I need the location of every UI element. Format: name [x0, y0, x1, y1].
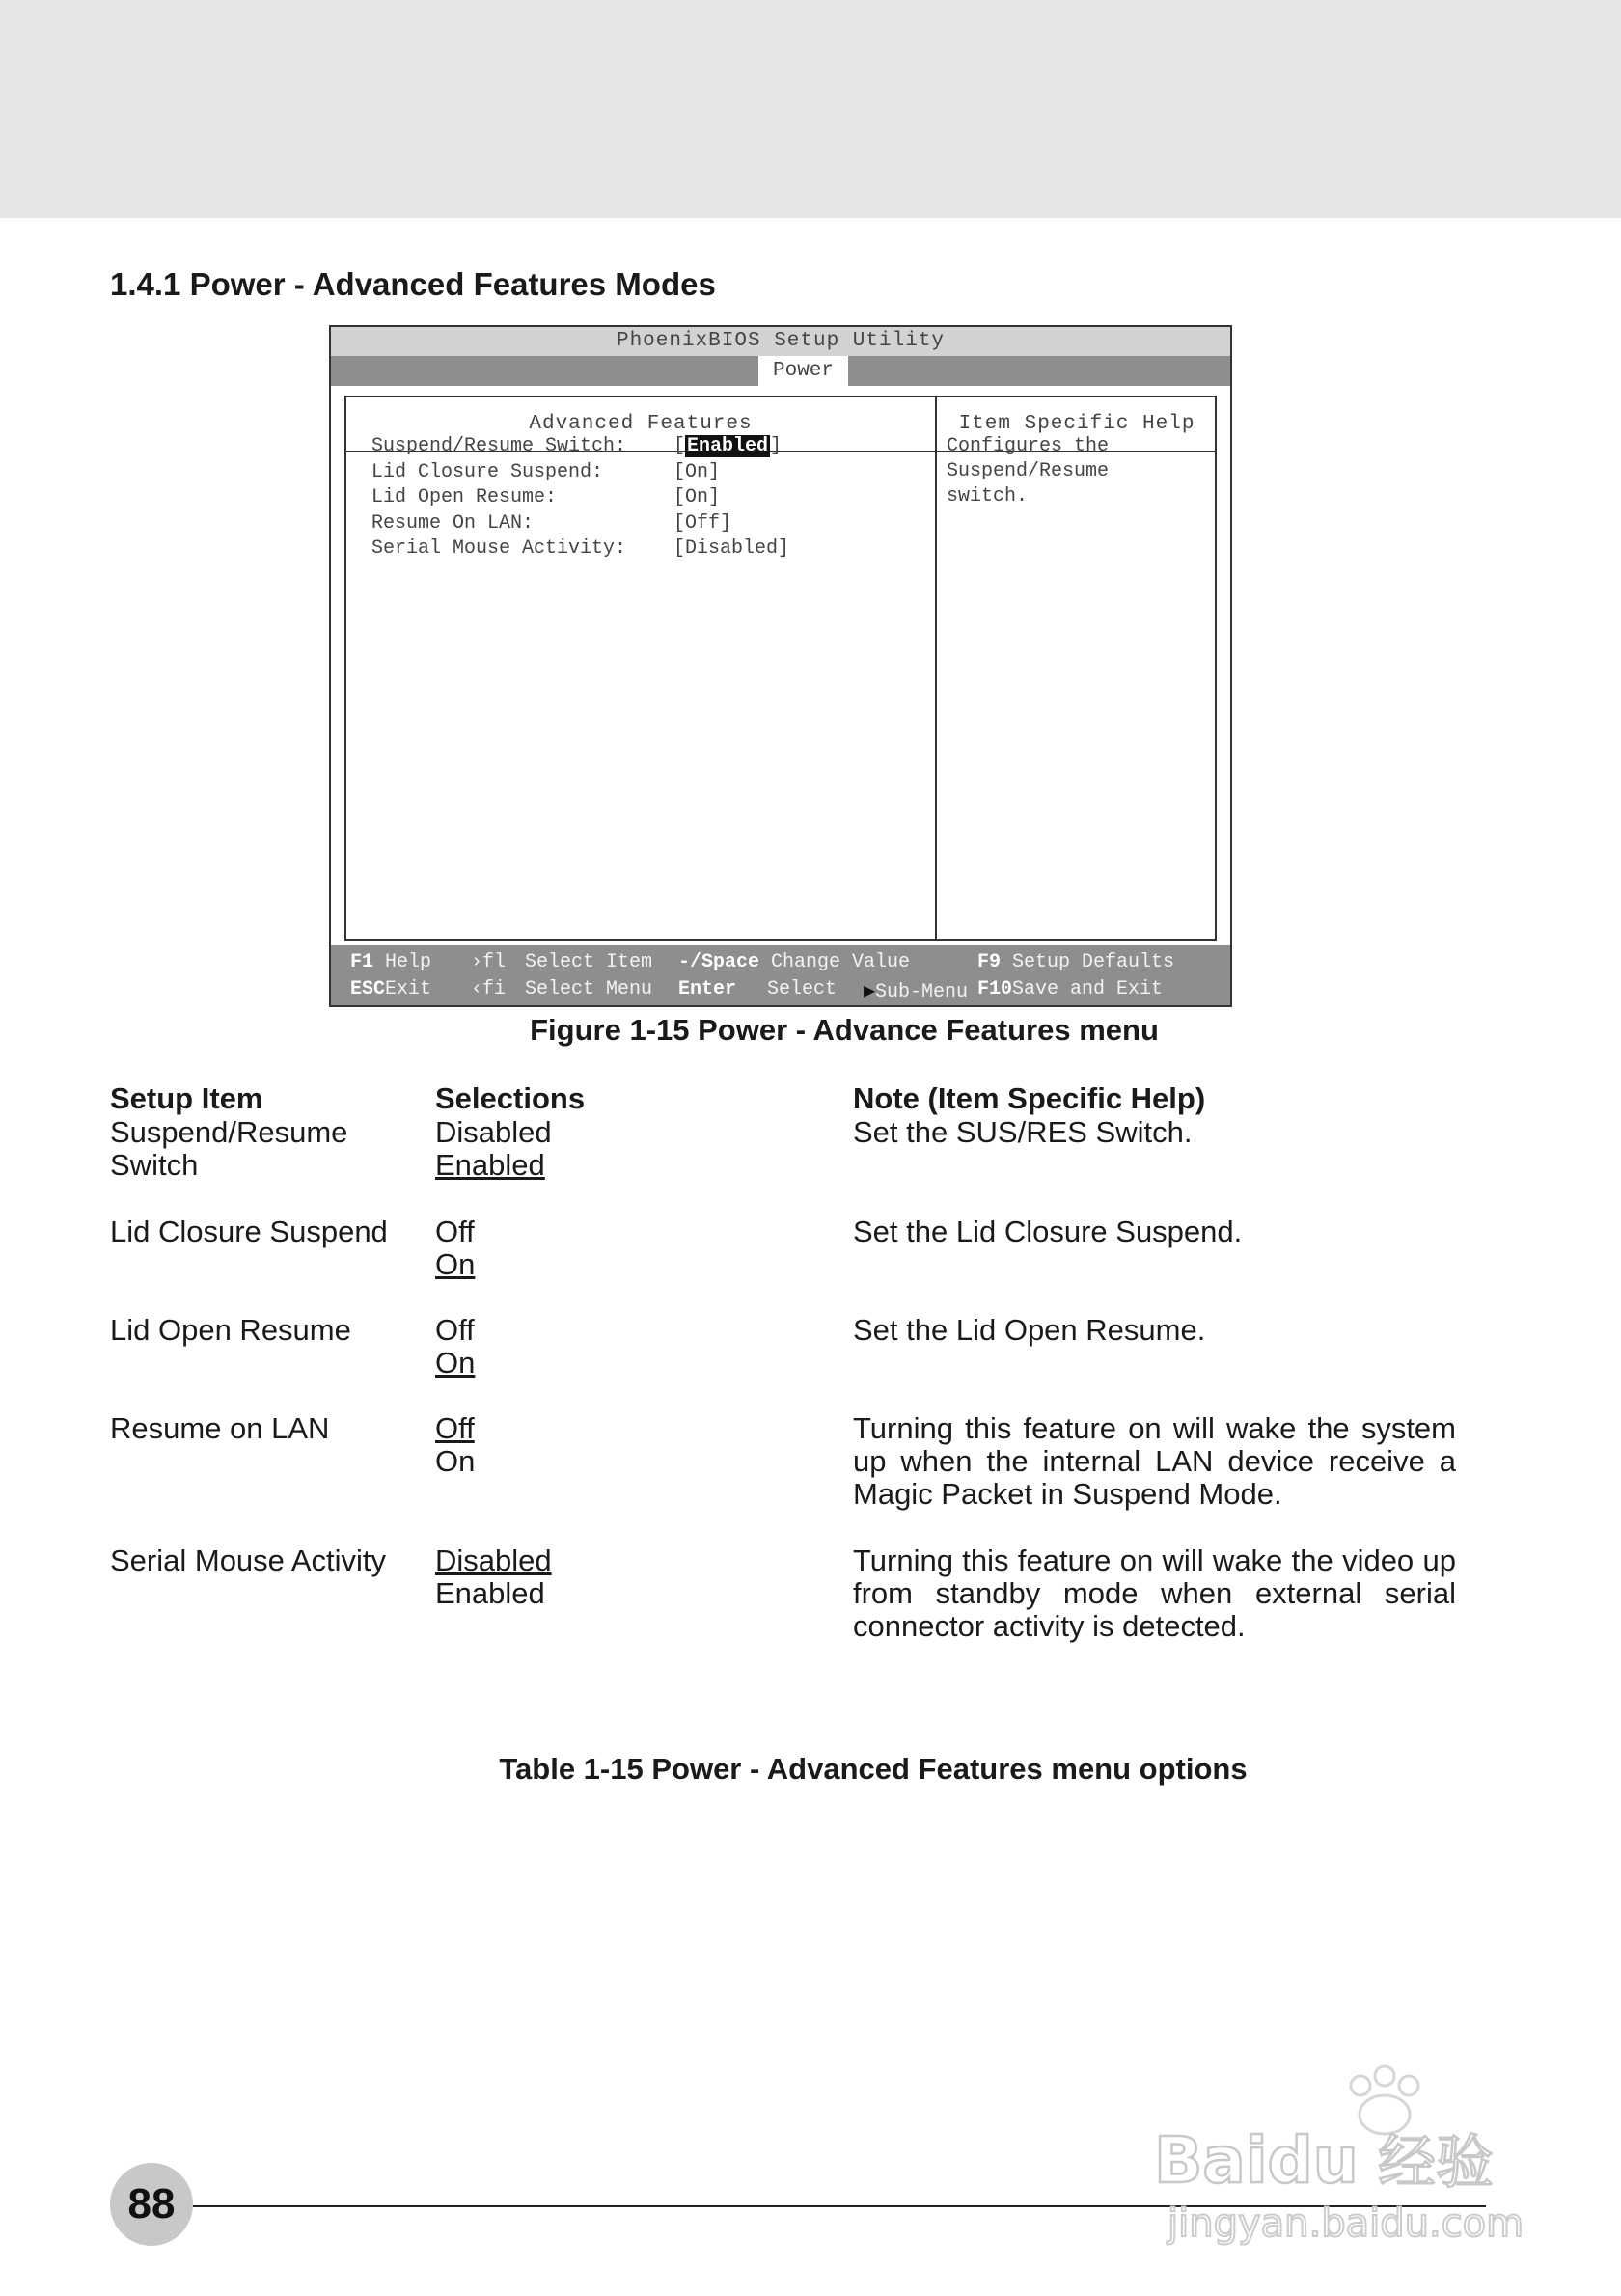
bios-row-resume-lan[interactable]: [371, 511, 732, 537]
selection-option: Off: [435, 1215, 475, 1248]
selection-option: On: [435, 1444, 476, 1478]
save-exit-label: Save and Exit: [1012, 978, 1164, 1000]
setting-label: Serial Mouse Activity:: [371, 537, 627, 560]
key-f1: F1: [350, 951, 374, 973]
table-row-item: Resume on LAN: [110, 1411, 330, 1445]
table-row-selections: [435, 1412, 475, 1478]
selection-default: Disabled: [435, 1544, 552, 1577]
table-caption: Table 1-15 Power - Advanced Features menu options: [499, 1752, 1248, 1786]
item-line: Switch: [110, 1148, 199, 1182]
bios-row-lid-open[interactable]: [371, 485, 721, 511]
figure-caption: Figure 1-15 Power - Advance Features menu: [530, 1013, 1159, 1047]
table-row-selections: [435, 1314, 475, 1380]
baidu-watermark-icon: [1148, 2055, 1534, 2248]
table-row-item: Lid Open Resume: [110, 1313, 351, 1347]
help-text: Configures the Suspend/Resume switch.: [947, 435, 1110, 507]
table-row-note: Set the SUS/RES Switch.: [853, 1115, 1193, 1149]
table-row-selections: [435, 1216, 475, 1281]
header-band: [0, 0, 1621, 218]
setup-defaults-label: Setup Defaults: [1012, 951, 1175, 973]
bios-tab-power[interactable]: Power: [758, 356, 848, 386]
selection-option: Off: [435, 1313, 475, 1347]
header-setup-item: Setup Item: [110, 1081, 263, 1115]
table-row-item: Lid Closure Suspend: [110, 1215, 388, 1248]
bios-title: PhoenixBIOS Setup Utility: [331, 327, 1230, 356]
select-item-label: Select Item: [525, 951, 653, 973]
setting-value[interactable]: [Disabled]: [673, 537, 790, 560]
bios-row-serial-mouse[interactable]: [371, 536, 790, 562]
setting-value[interactable]: [Off]: [673, 511, 732, 534]
table-row-note: Turning this feature on will wake the system up when the internal LAN device receive a Magic Packet in Suspend Mode.: [853, 1411, 1456, 1511]
key-change: -/Space: [678, 951, 760, 973]
key-esc: ESC: [350, 978, 386, 1000]
setting-label: Lid Open Resume:: [371, 486, 558, 508]
header-note: Note (Item Specific Help): [853, 1081, 1206, 1115]
sub-menu-label: Sub-Menu: [875, 981, 969, 1003]
table-row-note: Turning this feature on will wake the video up from standby mode when external serial connector activity is detected.: [853, 1544, 1456, 1643]
key-f9: F9: [977, 951, 1002, 973]
bios-menubar: [331, 356, 1230, 386]
select-label: Select: [767, 978, 838, 1000]
select-menu-label: Select Menu: [525, 978, 653, 1000]
section-heading: 1.4.1 Power - Advanced Features Modes: [110, 266, 716, 302]
key-f10: F10: [977, 978, 1013, 1000]
updown-arrows-icon: ›fl: [471, 951, 507, 973]
help-title: Item Specific Help: [958, 413, 1195, 435]
selection-default: On: [435, 1247, 476, 1281]
setting-value[interactable]: [On]: [673, 486, 721, 508]
selection-default: On: [435, 1346, 476, 1380]
panel-title: Advanced Features: [529, 413, 753, 435]
selection-default: Off: [435, 1411, 475, 1445]
table-row-selections: [435, 1116, 552, 1182]
header-selections: Selections: [435, 1081, 586, 1115]
table-row-selections: [435, 1544, 552, 1610]
selection-default: Enabled: [435, 1148, 545, 1182]
selected-value[interactable]: Enabled: [687, 435, 769, 457]
bios-keybar: [331, 945, 1230, 1005]
bios-settings-list: [371, 434, 790, 562]
bios-panel: [344, 396, 1217, 941]
panel-divider: [935, 397, 937, 939]
change-value-label: Change Value: [771, 951, 911, 973]
key-f1-label: Help: [385, 951, 432, 973]
key-enter: Enter: [678, 978, 737, 1000]
setting-label: Suspend/Resume Switch:: [371, 435, 627, 457]
setting-value[interactable]: [ Enabled ]: [673, 435, 783, 457]
watermark-chinese: 经验: [1378, 2129, 1494, 2197]
bios-screenshot: [329, 325, 1232, 1007]
setting-value[interactable]: [On]: [673, 460, 721, 483]
table-row-note: Set the Lid Open Resume.: [853, 1313, 1206, 1347]
exit-label: Exit: [385, 978, 432, 1000]
play-arrow-icon: ▶: [864, 981, 876, 1003]
table-row-item: Serial Mouse Activity: [110, 1544, 386, 1577]
table-row-item: [110, 1116, 347, 1182]
selection-option: Enabled: [435, 1576, 545, 1610]
leftright-arrows-icon: ‹fi: [471, 978, 507, 1000]
table-row-note: Set the Lid Closure Suspend.: [853, 1215, 1243, 1248]
page-number: 88: [110, 2163, 193, 2246]
watermark-brand: Baidu: [1154, 2123, 1359, 2198]
setting-label: Resume On LAN:: [371, 511, 535, 534]
watermark-url: jingyan.baidu.com: [1168, 2201, 1525, 2246]
item-line: Suspend/Resume: [110, 1115, 348, 1149]
setting-label: Lid Closure Suspend:: [371, 460, 604, 483]
selection-option: Disabled: [435, 1115, 552, 1149]
bios-row-lid-closure[interactable]: [371, 460, 721, 486]
bios-row-suspend-resume[interactable]: [371, 434, 783, 460]
